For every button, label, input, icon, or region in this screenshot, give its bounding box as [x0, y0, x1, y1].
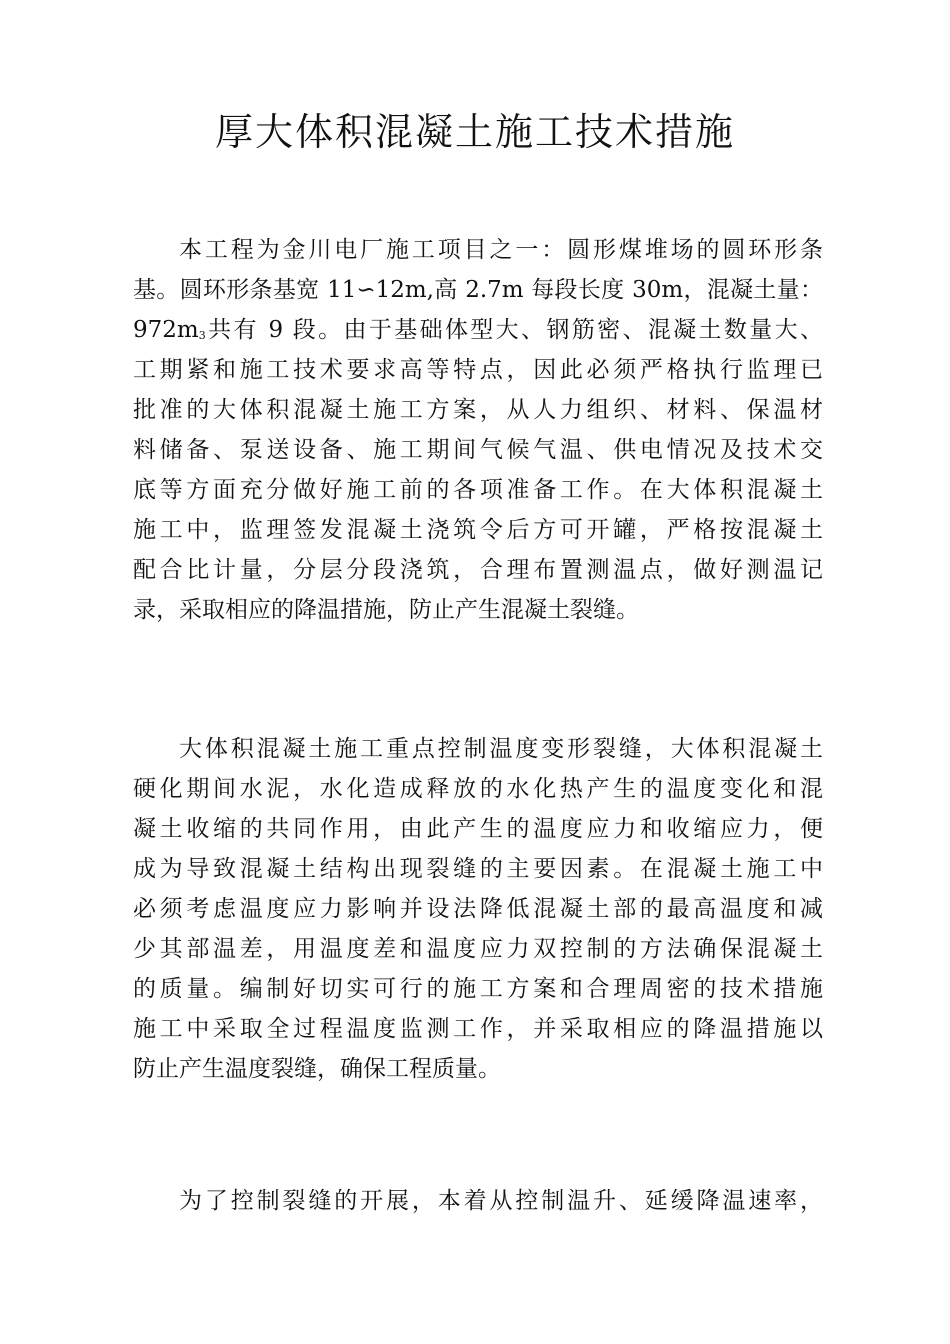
paragraph-line: 硬化期间水泥，水化造成释放的水化热产生的温度变化和混 [133, 776, 823, 802]
paragraph-line: 批准的大体积混凝土施工方案，从人力组织、材料、保温材 [133, 397, 823, 423]
document-title: 厚大体积混凝土施工技术措施 [214, 110, 735, 154]
paragraph-line: 配合比计量，分层分段浇筑，合理布置测温点，做好测温记 [133, 557, 823, 583]
paragraph-line: 施工中采取全过程温度监测工作，并采取相应的降温措施以 [133, 1016, 823, 1042]
paragraph-line [133, 310, 823, 350]
paragraph-line: 防止产生温度裂缝，确保工程质量。 [133, 1056, 501, 1082]
paragraph-line: 成为导致混凝土结构出现裂缝的主要因素。在混凝土施工中 [133, 856, 823, 882]
paragraph-line: 录，采取相应的降温措施，防止产生混凝土裂缝。 [133, 597, 639, 623]
paragraph-line: 工期紧和施工技术要求高等特点，因此必须严格执行监理已 [133, 357, 823, 383]
paragraph-line: 的质量。编制好切实可行的施工方案和合理周密的技术措施 [133, 976, 823, 1002]
unit-subscript: 3 [198, 329, 206, 342]
volume-text: 972m [133, 317, 199, 343]
paragraph-line: 大体积混凝土施工重点控制温度变形裂缝，大体积混凝土 [179, 736, 823, 762]
line-continuation: 共有 9 段。由于基础体型大、钢筋密、混凝土数量大、 [205, 317, 823, 343]
paragraph-3 [133, 1181, 823, 1221]
paragraph-line: 底等方面充分做好施工前的各项准备工作。在大体积混凝土 [133, 477, 823, 503]
paragraph-2 [133, 729, 823, 1089]
paragraph-line: 料储备、泵送设备、施工期间气候气温、供电情况及技术交 [133, 437, 823, 463]
paragraph-line: 本工程为金川电厂施工项目之一：圆形煤堆场的圆环形条 [179, 237, 823, 263]
paragraph-1 [133, 230, 823, 630]
paragraph-line: 必须考虑温度应力影响并设法降低混凝土部的最高温度和减 [133, 896, 823, 922]
paragraph-line: 基。圆环形条基宽 11∽12m,高 2.7m 每段长度 30m，混凝土量： [133, 277, 823, 303]
paragraph-line: 施工中，监理签发混凝土浇筑令后方可开罐，严格按混凝土 [133, 517, 823, 543]
paragraph-line: 为了控制裂缝的开展，本着从控制温升、延缓降温速率， [179, 1188, 823, 1214]
paragraph-line: 少其部温差，用温度差和温度应力双控制的方法确保混凝土 [133, 936, 823, 962]
paragraph-line: 凝土收缩的共同作用，由此产生的温度应力和收缩应力，便 [133, 816, 823, 842]
